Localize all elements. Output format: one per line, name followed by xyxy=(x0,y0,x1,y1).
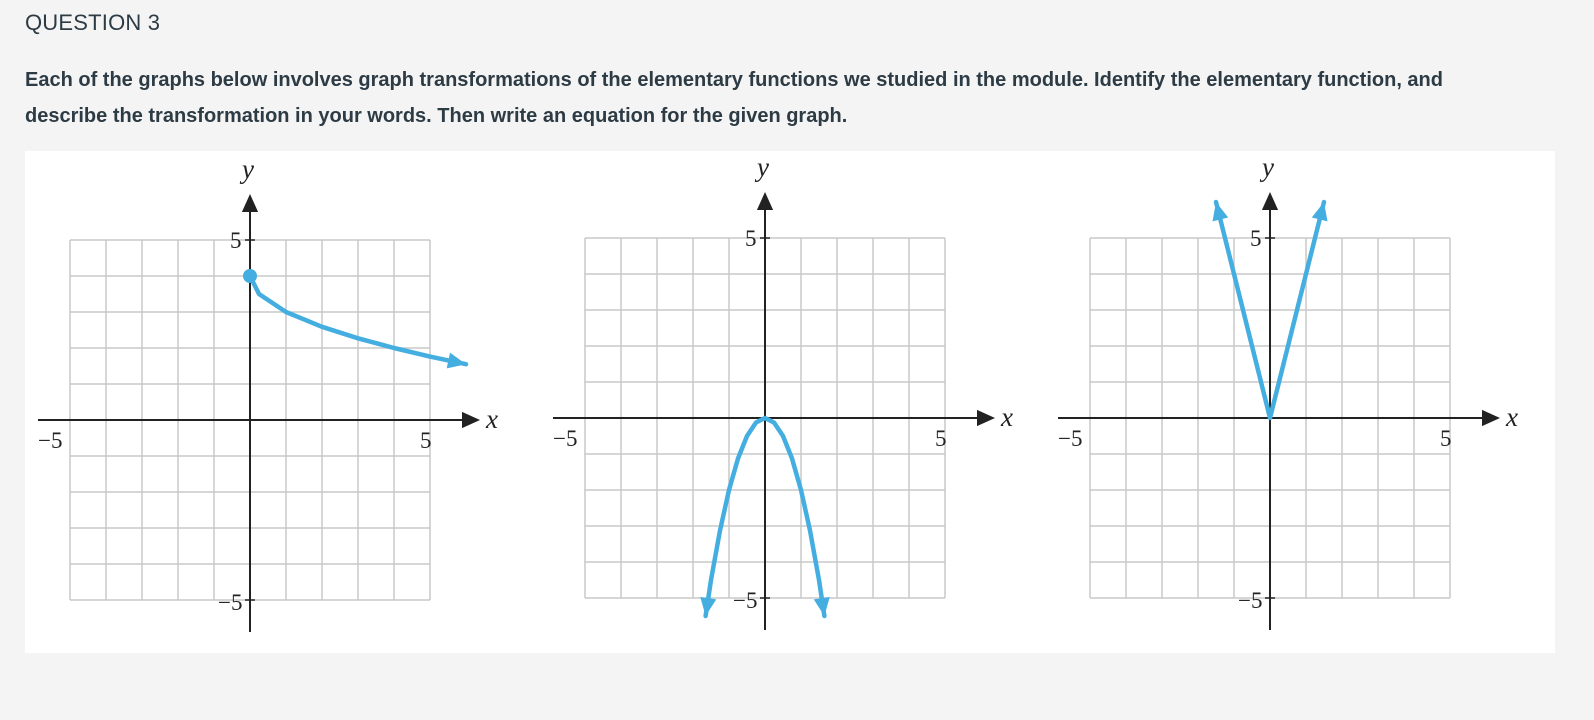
axes-2 xyxy=(553,192,995,630)
x-tick-label-max: 5 xyxy=(420,428,432,453)
curve-start-point xyxy=(243,269,257,283)
graph-1 xyxy=(38,154,498,632)
x-axis-label: x xyxy=(1001,402,1013,432)
y-axis-arrow xyxy=(1262,192,1278,210)
x-axis-arrow xyxy=(977,410,995,426)
graph-2 xyxy=(553,152,1013,630)
y-axis-arrow xyxy=(757,192,773,210)
y-tick-label-max: 5 xyxy=(230,228,242,253)
x-tick-label-min: −5 xyxy=(1058,426,1083,451)
x-axis-arrow xyxy=(462,412,480,428)
curve-end-arrow xyxy=(447,353,466,369)
question-text: Each of the graphs below involves graph transformations of the elementary functions we studied in the module. Identify the elementary function, and describe the transformation in your words. Then write an equation for the given graph. xyxy=(25,69,1443,127)
axes-1 xyxy=(38,194,480,632)
x-axis-label: x xyxy=(1506,402,1518,432)
x-axis-arrow xyxy=(1482,410,1500,426)
graphs-figure xyxy=(25,151,1555,653)
axes-3 xyxy=(1058,192,1500,630)
y-tick-label-min: −5 xyxy=(218,590,243,615)
graphs-svg xyxy=(25,151,1555,653)
y-tick-label-max: 5 xyxy=(1250,226,1262,251)
x-axis-label: x xyxy=(486,404,498,434)
x-tick-label-max: 5 xyxy=(1440,426,1452,451)
x-tick-label-max: 5 xyxy=(935,426,947,451)
x-tick-label-min: −5 xyxy=(38,428,63,453)
x-tick-label-min: −5 xyxy=(553,426,578,451)
y-tick-label-min: −5 xyxy=(733,588,758,613)
question-title: QUESTION 3 xyxy=(25,10,161,35)
y-axis-label: y xyxy=(757,152,769,182)
y-tick-label-max: 5 xyxy=(745,226,757,251)
y-axis-arrow xyxy=(242,194,258,212)
y-axis-label: y xyxy=(242,154,254,184)
y-axis-label: y xyxy=(1262,152,1274,182)
graph-3 xyxy=(1058,152,1518,630)
y-tick-label-min: −5 xyxy=(1238,588,1263,613)
